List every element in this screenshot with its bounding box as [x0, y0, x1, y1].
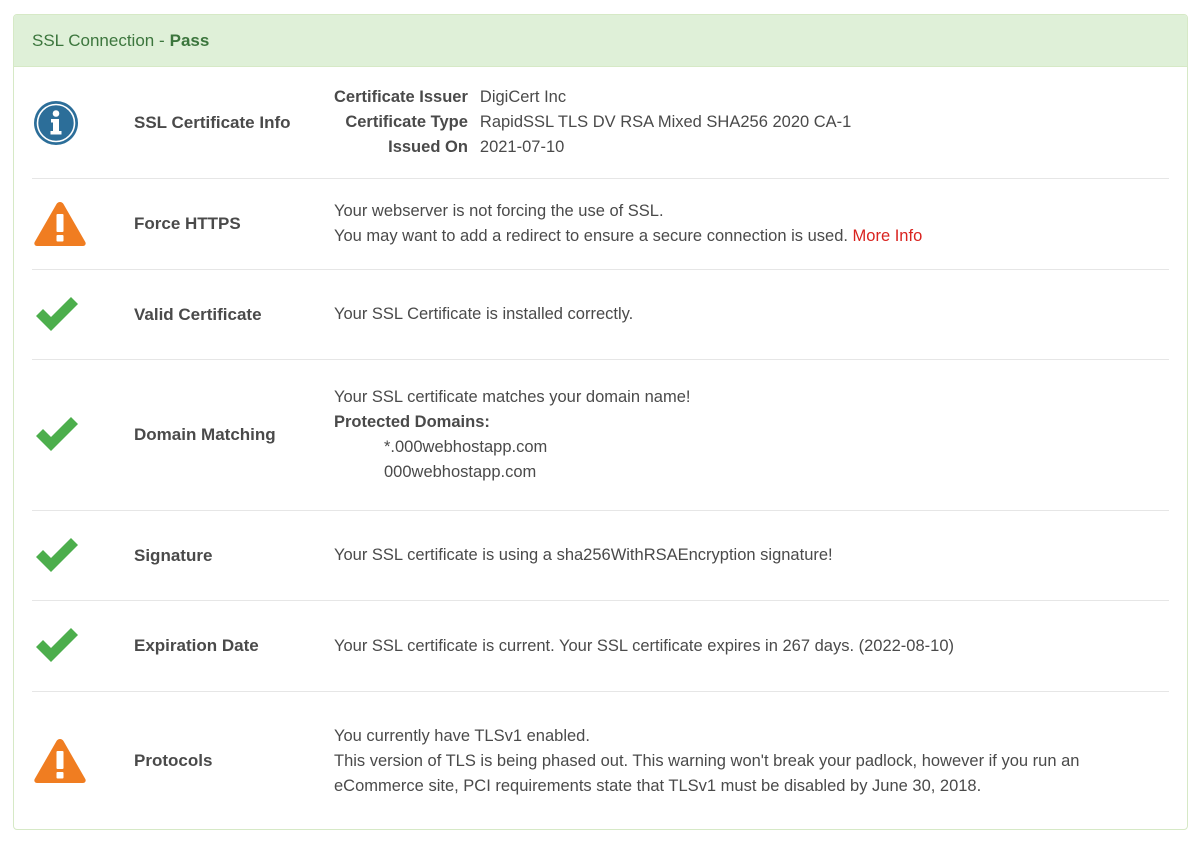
row-domain-matching — [32, 360, 1169, 511]
warning-icon — [33, 200, 87, 248]
check-icon — [33, 626, 81, 666]
row-text: Your webserver is not forcing the use of SSL. — [334, 202, 664, 220]
row-text: This version of TLS is being phased out. This warning won't break your padlock, however if you run an eCommerce site, PCI requirements state that TLSv1 must be disabled by June 30, 2018. — [334, 751, 1080, 795]
row-text — [334, 224, 1169, 249]
row-label: Force HTTPS — [134, 214, 241, 233]
more-info-link[interactable]: More Info — [852, 227, 923, 245]
row-expiration-date — [32, 601, 1169, 692]
warning-icon — [33, 737, 87, 785]
row-text: Your SSL certificate matches your domain name! — [334, 388, 691, 406]
domain-item: *.000webhostapp.com — [384, 438, 548, 456]
row-label: Protocols — [134, 751, 213, 770]
pass-status: Pass — [169, 30, 210, 50]
row-ssl-certificate-info — [32, 67, 1169, 179]
row-text: Your SSL certificate is using a sha256WithRSAEncryption signature! — [334, 546, 833, 564]
info-icon — [33, 100, 79, 146]
row-protocols — [32, 692, 1169, 830]
panel-title: SSL Connection - — [32, 30, 165, 50]
row-label: Expiration Date — [134, 636, 259, 655]
panel-header — [14, 15, 1187, 67]
row-text: Your SSL Certificate is installed correctly. — [334, 305, 634, 323]
row-text: You currently have TLSv1 enabled. — [334, 726, 590, 745]
row-value — [334, 199, 1169, 249]
check-icon — [33, 415, 81, 455]
detail-row — [334, 110, 851, 135]
row-label: Signature — [134, 545, 213, 565]
row-label: SSL Certificate Info — [134, 112, 291, 132]
ssl-connection-panel — [13, 14, 1188, 830]
row-label: Valid Certificate — [134, 304, 262, 324]
check-icon — [33, 536, 81, 576]
detail-value: DigiCert Inc — [479, 88, 567, 106]
row-label: Domain Matching — [134, 425, 276, 444]
detail-key: Issued On — [388, 138, 468, 156]
row-value — [334, 724, 1169, 799]
row-valid-certificate — [32, 270, 1169, 360]
check-icon — [33, 295, 81, 335]
row-text-part: You may want to add a redirect to ensure a secure connection is used. — [334, 227, 853, 245]
domain-item: 000webhostapp.com — [384, 463, 537, 481]
protected-domains-heading: Protected Domains: — [334, 413, 490, 431]
row-value — [334, 385, 1169, 485]
row-force-https — [32, 179, 1169, 270]
detail-value: RapidSSL TLS DV RSA Mixed SHA256 2020 CA-1 — [479, 113, 852, 131]
panel-body — [14, 67, 1187, 830]
certificate-details-table — [334, 85, 851, 160]
row-value — [334, 85, 1169, 160]
row-text: Your SSL certificate is current. Your SSL certificate expires in 267 days. (2022-08-10) — [334, 636, 954, 655]
row-signature — [32, 511, 1169, 601]
detail-value: 2021-07-10 — [479, 138, 565, 156]
detail-key: Certificate Type — [345, 113, 468, 131]
detail-row — [334, 85, 851, 110]
detail-key: Certificate Issuer — [334, 88, 468, 106]
detail-row — [334, 135, 851, 160]
